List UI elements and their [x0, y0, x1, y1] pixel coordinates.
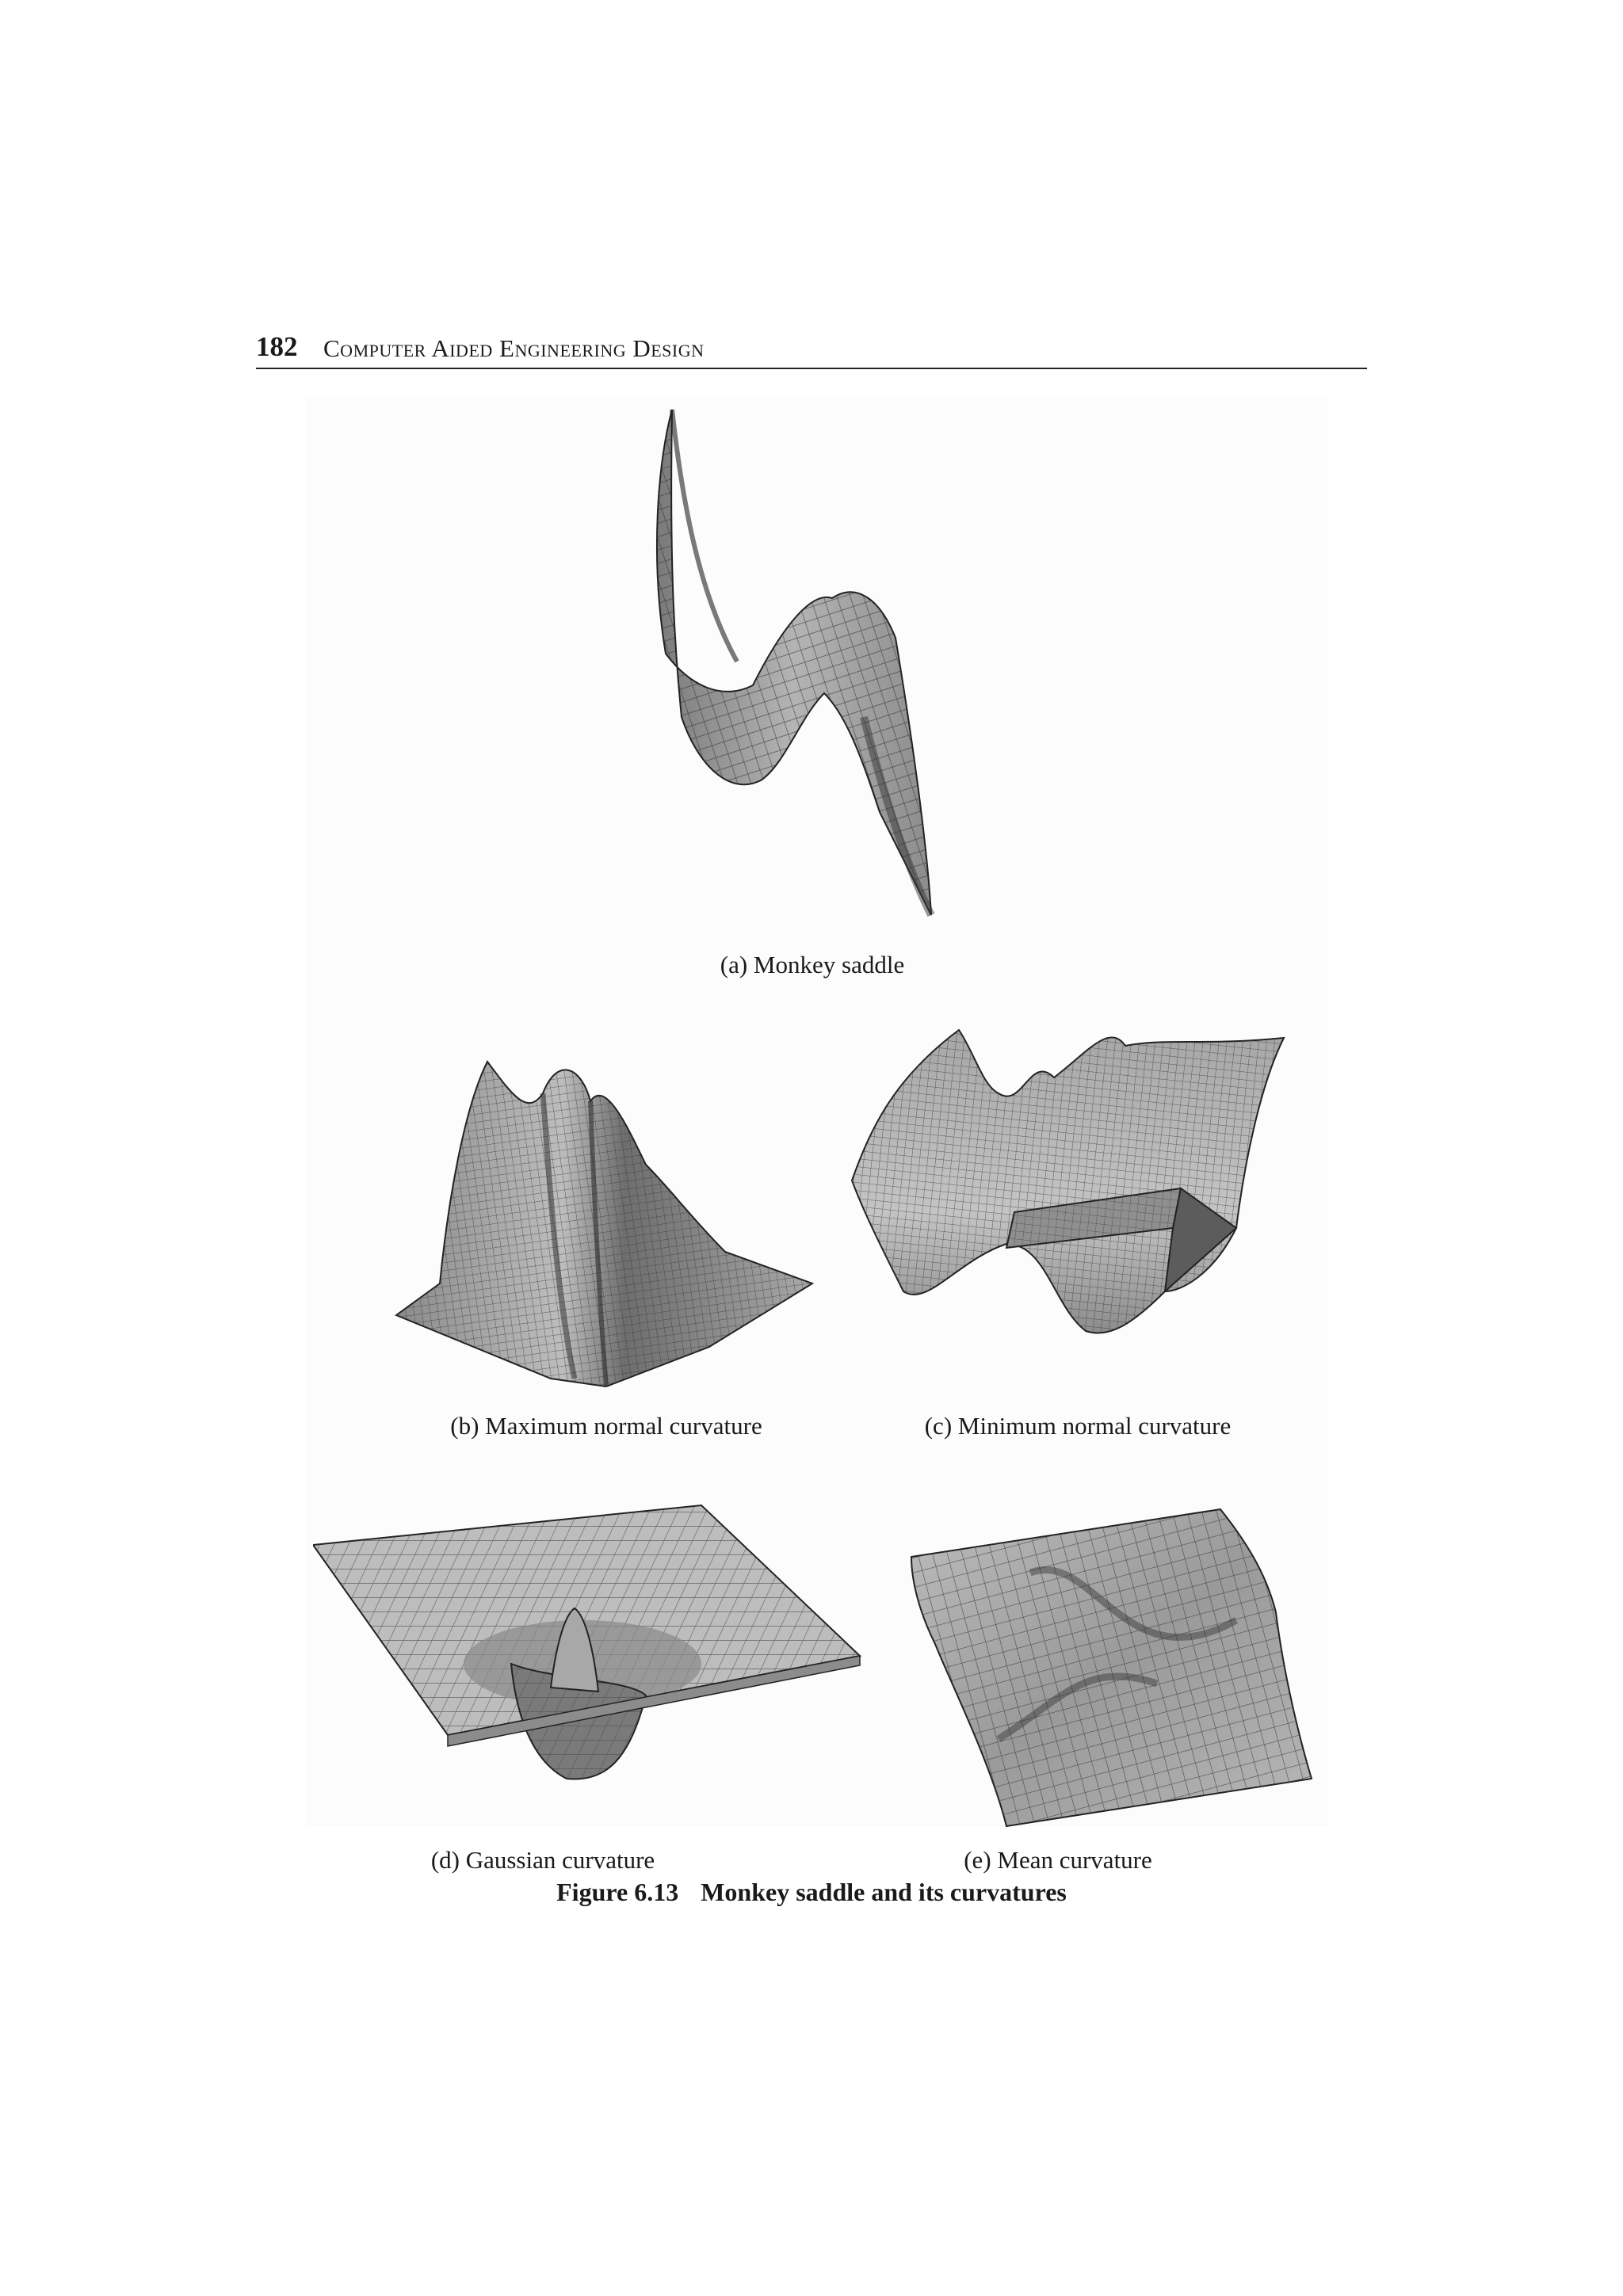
panel-e-mean-curvature — [903, 1501, 1331, 1834]
figure-caption — [0, 1878, 1623, 1907]
min-normal-curvature-surface — [848, 1006, 1292, 1355]
figure-title: Monkey saddle and its curvatures — [701, 1878, 1067, 1906]
gaussian-curvature-surface — [313, 1497, 884, 1798]
page-number: 182 — [256, 331, 298, 362]
panel-d-gaussian-curvature — [313, 1497, 884, 1798]
caption-b: (b) Maximum normal curvature — [450, 1412, 762, 1440]
panel-a-monkey-saddle — [626, 400, 1006, 955]
running-head — [256, 326, 1367, 369]
caption-d: (d) Gaussian curvature — [430, 1846, 655, 1874]
mean-curvature-surface — [903, 1501, 1331, 1834]
caption-a: (a) Monkey saddle — [720, 951, 905, 978]
max-normal-curvature-surface — [392, 1046, 820, 1394]
caption-e: (e) Mean curvature — [964, 1846, 1152, 1874]
running-title: Computer Aided Engineering Design — [323, 334, 705, 362]
figure-number: Figure 6.13 — [556, 1878, 679, 1906]
monkey-saddle-surface — [626, 400, 1006, 955]
panel-c-min-normal-curvature — [848, 1006, 1292, 1355]
caption-c: (c) Minimum normal curvature — [924, 1412, 1232, 1440]
panel-b-max-normal-curvature — [392, 1046, 820, 1394]
